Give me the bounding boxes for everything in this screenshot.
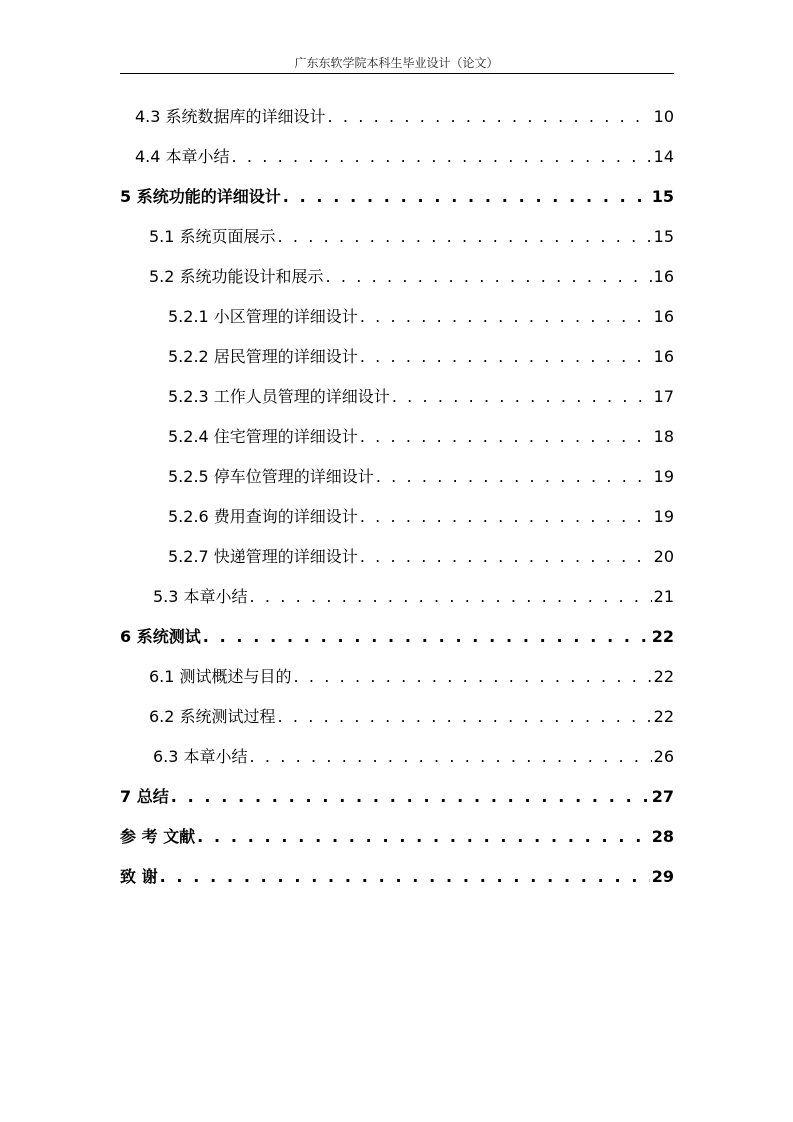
toc-entry-label: 4.4 本章小结 <box>135 147 230 166</box>
toc-entry[interactable] <box>168 506 674 528</box>
toc-leader-dots <box>160 866 650 888</box>
toc-entry-page: 29 <box>651 867 674 886</box>
toc-entry[interactable] <box>168 386 674 408</box>
toc-entry-page: 22 <box>653 667 674 686</box>
toc-leader-dots <box>278 706 652 728</box>
toc-entry[interactable] <box>135 146 674 168</box>
toc-entry-label: 致 谢 <box>120 867 158 886</box>
toc-entry-label: 5 系统功能的详细设计 <box>120 187 281 206</box>
toc-leader-dots <box>250 586 652 608</box>
toc-leader-dots <box>232 146 652 168</box>
toc-leader-dots <box>360 506 652 528</box>
toc-leader-dots <box>328 106 652 128</box>
toc-entry-page: 18 <box>653 427 674 446</box>
toc-entry[interactable] <box>120 826 674 848</box>
toc-entry-page: 19 <box>653 467 674 486</box>
toc-entry[interactable] <box>153 746 674 768</box>
toc-entry-page: 14 <box>653 147 674 166</box>
toc-entry[interactable] <box>149 266 674 288</box>
toc-leader-dots <box>360 546 652 568</box>
toc-entry-page: 15 <box>653 227 674 246</box>
toc-entry-label: 5.2.7 快递管理的详细设计 <box>168 547 358 566</box>
toc-entry[interactable] <box>168 546 674 568</box>
toc-leader-dots <box>283 186 650 208</box>
toc-entry-page: 22 <box>653 707 674 726</box>
toc-entry-page: 20 <box>653 547 674 566</box>
toc-entry-page: 26 <box>653 747 674 766</box>
toc-entry-page: 21 <box>653 587 674 606</box>
toc-entry-page: 19 <box>653 507 674 526</box>
toc-entry-page: 16 <box>653 267 674 286</box>
toc-entry-label: 7 总结 <box>120 787 169 806</box>
toc-entry-label: 4.3 系统数据库的详细设计 <box>135 107 326 126</box>
toc-leader-dots <box>203 626 650 648</box>
toc-entry-page: 27 <box>651 787 674 806</box>
toc-entry-page: 16 <box>653 307 674 326</box>
toc-entry-label: 5.2.6 费用查询的详细设计 <box>168 507 358 526</box>
toc-entry-label: 6.1 测试概述与目的 <box>149 667 292 686</box>
toc-entry-label: 6 系统测试 <box>120 627 201 646</box>
toc-entry[interactable] <box>120 866 674 888</box>
toc-entry[interactable] <box>149 706 674 728</box>
toc-entry-label: 5.2 系统功能设计和展示 <box>149 267 324 286</box>
toc-leader-dots <box>197 826 650 848</box>
toc-entry[interactable] <box>120 186 674 208</box>
toc-leader-dots <box>326 266 652 288</box>
toc-leader-dots <box>376 466 652 488</box>
toc-entry-label: 5.2.3 工作人员管理的详细设计 <box>168 387 390 406</box>
toc-entry-label: 5.3 本章小结 <box>153 587 248 606</box>
toc-leader-dots <box>360 346 652 368</box>
toc-entry-page: 16 <box>653 347 674 366</box>
page-header: 广东东软学院本科生毕业设计（论文） <box>294 56 499 70</box>
toc-entry-page: 10 <box>653 107 674 126</box>
toc-leader-dots <box>278 226 652 248</box>
toc-entry-page: 28 <box>651 827 674 846</box>
toc-entry[interactable] <box>168 466 674 488</box>
header-rule <box>120 73 674 74</box>
toc-entry-page: 15 <box>651 187 674 206</box>
toc-entry[interactable] <box>120 626 674 648</box>
toc-entry-page: 17 <box>653 387 674 406</box>
toc-entry-label: 5.2.2 居民管理的详细设计 <box>168 347 358 366</box>
toc-entry-label: 5.2.1 小区管理的详细设计 <box>168 307 358 326</box>
toc-leader-dots <box>360 426 652 448</box>
toc-entry-label: 6.2 系统测试过程 <box>149 707 276 726</box>
toc-entry[interactable] <box>168 426 674 448</box>
toc-entry-label: 5.2.4 住宅管理的详细设计 <box>168 427 358 446</box>
toc-leader-dots <box>392 386 652 408</box>
toc-leader-dots <box>171 786 650 808</box>
toc-entry-label: 5.2.5 停车位管理的详细设计 <box>168 467 374 486</box>
toc-entry[interactable] <box>149 226 674 248</box>
toc-entry[interactable] <box>153 586 674 608</box>
toc-entry-label: 参 考 文献 <box>120 827 196 846</box>
toc-entry-label: 5.1 系统页面展示 <box>149 227 276 246</box>
toc-leader-dots <box>360 306 652 328</box>
toc-entry[interactable] <box>168 346 674 368</box>
toc-entry[interactable] <box>168 306 674 328</box>
toc-entry-label: 6.3 本章小结 <box>153 747 248 766</box>
toc-leader-dots <box>250 746 652 768</box>
toc-entry[interactable] <box>135 106 674 128</box>
toc-entry[interactable] <box>120 786 674 808</box>
toc-entry-page: 22 <box>651 627 674 646</box>
toc-entry[interactable] <box>149 666 674 688</box>
toc-leader-dots <box>294 666 652 688</box>
